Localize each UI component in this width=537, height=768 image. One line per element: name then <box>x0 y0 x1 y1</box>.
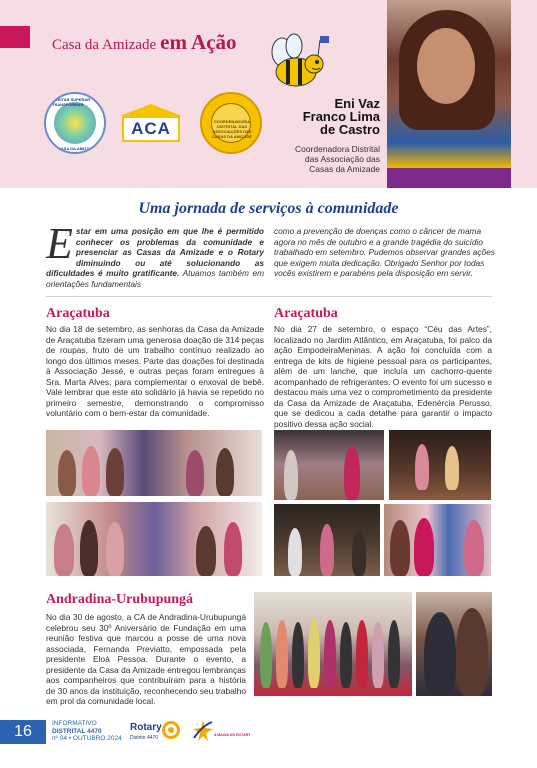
intro-text: Atuamos também em orientações fundamentais <box>46 268 264 289</box>
section-heading-aracatuba-1: Araçatuba <box>46 306 110 321</box>
photo-empodeiraMeninas-team <box>384 504 491 576</box>
section-text-aracatuba-1: No dia 18 de setembro, as senhoras da Casa da Amizade de Araçatuba fizeram uma generosa doação de 314 peças de roupas, fruto de um trabalho contínuo realizado ao longo dos últimos meses. Parte das doações foi destinada à Associação Jessé, e outras peças foram entregues à Sra. Marta Alves, para complementar o enxoval de bebê. Vale lembrar que este ato solidário já havia se repetido no primeiro semestre, demonstrando o compromisso voluntário com o bem-estar da comunidade. <box>46 324 264 418</box>
intro-right-column: como a prevenção de doenças como o câncer de mama agora no mês de outubro e a grande tragédia do suicídio trabalhado em setembro. Pudemos observar grandes ações que exigem muita dedicação. Obrigado Senhor por todas vocês existirem e parabéns pela disposição em servir. <box>274 226 495 279</box>
photo-anniversary-pin <box>416 592 492 696</box>
divider <box>46 296 492 297</box>
header-accent-bar <box>0 26 30 48</box>
photo-empodeiraMeninas-stage <box>274 430 384 500</box>
logo-aceitar-superar-transformar: ACEITAR SUPERAR TRANSFORMAR CASA DA AMIZADE <box>44 92 106 154</box>
intro-bold-text: star em uma posição em que lhe é permitido conhecer os problemas da comunidade e presenciar as Casas da Amizade e o Rotary diminuindo ou até solucionando as dificuldades é muito gratificante. <box>46 226 264 279</box>
section-title-big: em Ação <box>160 30 237 54</box>
story-title: Uma jornada de serviços à comunidade <box>138 200 399 217</box>
portrait-photo <box>387 0 511 168</box>
footer-publication-info: INFORMATIVO DISTRITAL 4470 nº 04 • OUTUBRO 2024 <box>52 720 122 742</box>
page-number: 16 <box>0 720 46 744</box>
rotary-wheel-icon <box>162 721 180 739</box>
section-text-aracatuba-2: No dia 27 de setembro, o espaço “Céu das Artes”, localizado no Jardim Atlântico, em Araçatuba, foi palco da ação EmpodeiraMeninas. A ação foi concluída com a entrega de kits de higiene pessoal para os participantes, além de um lanche, que incluía um cachorro-quente acompanhado de refrigerantes. O evento foi um sucesso e destacou mais uma vez o comprometimento da presidente da Casa da Amizade de Araçatuba, Edenércia Perusso, que se dedicou a cada detalhe para garantir o impacto positivo dessa ação social. <box>274 324 492 429</box>
person-role: Coordenadora Distrital das Associação das Casas da Amizade <box>294 144 380 174</box>
logo-coordenadoria: COORDENADORIA DISTRITAL DAS ASSOCIAÇÕES DAS CASAS DA AMIZADE <box>200 92 262 154</box>
photo-anniversary-group <box>254 592 412 696</box>
rotary-district: Distrito 4470 <box>130 735 159 741</box>
section-heading-aracatuba-2: Araçatuba <box>274 306 338 321</box>
logo-aca: ACA <box>120 104 182 144</box>
person-name: Eni Vaz Franco Lima de Castro <box>302 96 380 137</box>
section-title-small: Casa da Amizade <box>52 37 157 53</box>
photo-empodeiraMeninas-speaker <box>389 430 491 500</box>
rotary-logo-text: Rotary <box>130 722 162 733</box>
magic-label: A MAGIA DO ROTARY <box>214 733 251 737</box>
dropcap: E <box>46 219 73 268</box>
portrait-bar <box>387 168 511 188</box>
intro-left-column <box>46 219 264 290</box>
bee-mascot-icon <box>266 30 330 94</box>
section-heading-andradina: Andradina-Urubupungá <box>46 592 194 607</box>
photo-donation-group <box>46 430 262 496</box>
photo-donation-group-2 <box>46 502 262 576</box>
section-title <box>52 30 237 55</box>
photo-empodeiraMeninas-audience <box>274 504 380 576</box>
section-text-andradina: No dia 30 de agosto, a CA de Andradina-Urubupungá celebrou seu 30º Aniversário de Fundação em uma reunião festiva que marcou a posse de uma nova associada, Fernanda Previatto, empossada pela presidente Eloá Pessoa. Durante o evento, a presidente da Casa da Amizade entregou lembranças aos companheiros que contribuíram para a história de 30 anos da instituição, reconhecendo seu trabalho em prol da comunidade local. <box>46 612 246 706</box>
magic-star-icon <box>190 718 216 744</box>
